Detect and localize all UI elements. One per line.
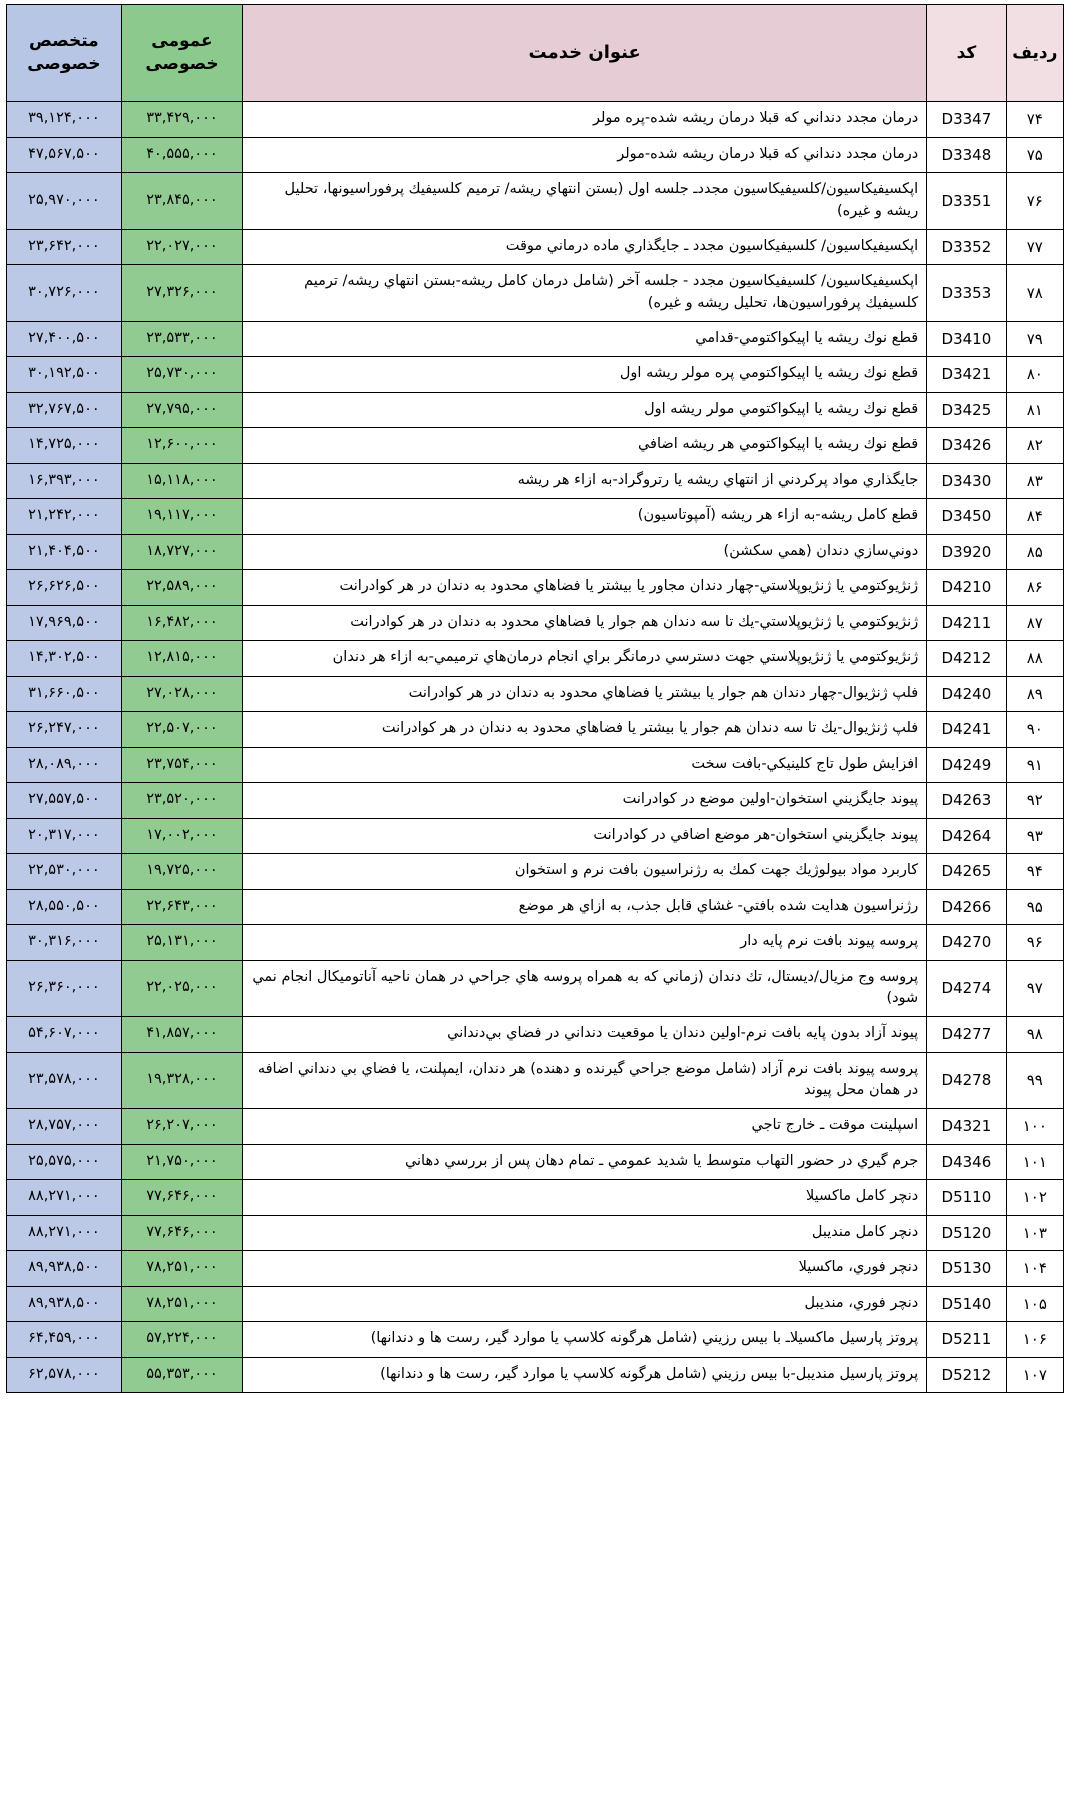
cell-specialist-private-price: ۱۶,۳۹۳,۰۰۰ bbox=[7, 463, 122, 499]
cell-radif: ۱۰۷ bbox=[1006, 1357, 1063, 1393]
table-row bbox=[7, 605, 1064, 641]
cell-radif: ۹۹ bbox=[1006, 1052, 1063, 1109]
cell-specialist-private-price: ۱۴,۷۲۵,۰۰۰ bbox=[7, 428, 122, 464]
cell-specialist-private-price: ۲۰,۳۱۷,۰۰۰ bbox=[7, 818, 122, 854]
cell-general-private-price: ۷۷,۶۴۶,۰۰۰ bbox=[121, 1215, 242, 1251]
cell-specialist-private-price: ۲۱,۲۴۲,۰۰۰ bbox=[7, 499, 122, 535]
cell-general-private-price: ۱۵,۱۱۸,۰۰۰ bbox=[121, 463, 242, 499]
table-row bbox=[7, 1144, 1064, 1180]
cell-radif: ۹۱ bbox=[1006, 747, 1063, 783]
cell-general-private-price: ۵۵,۳۵۳,۰۰۰ bbox=[121, 1357, 242, 1393]
cell-radif: ۹۵ bbox=[1006, 889, 1063, 925]
cell-specialist-private-price: ۲۵,۵۷۵,۰۰۰ bbox=[7, 1144, 122, 1180]
cell-service-title: ژنژيوكتومي يا ژنژيوپلاستي-چهار دندان مجاور يا بيشتر يا فضاهاي محدود به دندان در هر كوادرانت bbox=[243, 570, 927, 606]
cell-code: D4210 bbox=[927, 570, 1006, 606]
cell-general-private-price: ۱۹,۷۲۵,۰۰۰ bbox=[121, 854, 242, 890]
table-row bbox=[7, 925, 1064, 961]
cell-code: D4274 bbox=[927, 960, 1006, 1017]
cell-radif: ۸۴ bbox=[1006, 499, 1063, 535]
column-header-code: کد bbox=[927, 5, 1006, 102]
cell-code: D5130 bbox=[927, 1251, 1006, 1287]
cell-service-title: جرم گيري در حضور التهاب متوسط يا شديد عمومي ـ تمام دهان پس از بررسي دهاني bbox=[243, 1144, 927, 1180]
cell-general-private-price: ۲۲,۵۰۷,۰۰۰ bbox=[121, 712, 242, 748]
cell-service-title: قطع نوك ريشه يا اپيكواكتومي پره مولر ريشه اول bbox=[243, 357, 927, 393]
cell-radif: ۸۹ bbox=[1006, 676, 1063, 712]
dental-tariff-table bbox=[6, 4, 1064, 1393]
cell-general-private-price: ۲۷,۳۲۶,۰۰۰ bbox=[121, 265, 242, 322]
table-row bbox=[7, 173, 1064, 230]
cell-service-title: دنچر كامل ماكسيلا bbox=[243, 1180, 927, 1216]
cell-code: D4346 bbox=[927, 1144, 1006, 1180]
cell-radif: ۸۱ bbox=[1006, 392, 1063, 428]
table-row bbox=[7, 102, 1064, 138]
cell-radif: ۹۷ bbox=[1006, 960, 1063, 1017]
table-row bbox=[7, 428, 1064, 464]
table-row bbox=[7, 357, 1064, 393]
cell-service-title: كاربرد مواد بيولوژيك جهت كمك به رژنراسيون بافت نرم و استخوان bbox=[243, 854, 927, 890]
cell-specialist-private-price: ۸۹,۹۳۸,۵۰۰ bbox=[7, 1286, 122, 1322]
cell-general-private-price: ۴۱,۸۵۷,۰۰۰ bbox=[121, 1017, 242, 1053]
column-header-general-private bbox=[121, 5, 242, 102]
table-row bbox=[7, 1052, 1064, 1109]
cell-code: D5212 bbox=[927, 1357, 1006, 1393]
table-row bbox=[7, 641, 1064, 677]
cell-service-title: پيوند جايگزيني استخوان-هر موضع اضافي در كوادرانت bbox=[243, 818, 927, 854]
column-header-radif: ردیف bbox=[1006, 5, 1063, 102]
cell-service-title: درمان مجدد دنداني كه قبلا درمان ريشه شده-پره مولر bbox=[243, 102, 927, 138]
cell-radif: ۸۰ bbox=[1006, 357, 1063, 393]
cell-code: D3920 bbox=[927, 534, 1006, 570]
cell-code: D3347 bbox=[927, 102, 1006, 138]
cell-specialist-private-price: ۳۱,۶۶۰,۵۰۰ bbox=[7, 676, 122, 712]
cell-specialist-private-price: ۲۳,۵۷۸,۰۰۰ bbox=[7, 1052, 122, 1109]
cell-general-private-price: ۲۲,۶۴۳,۰۰۰ bbox=[121, 889, 242, 925]
cell-code: D4240 bbox=[927, 676, 1006, 712]
cell-service-title: قطع نوك ريشه يا اپيكواكتومي هر ريشه اضافي bbox=[243, 428, 927, 464]
cell-code: D3352 bbox=[927, 229, 1006, 265]
cell-service-title: اسپلينت موقت ـ خارج تاجي bbox=[243, 1109, 927, 1145]
cell-specialist-private-price: ۱۷,۹۶۹,۵۰۰ bbox=[7, 605, 122, 641]
cell-code: D5140 bbox=[927, 1286, 1006, 1322]
cell-specialist-private-price: ۲۸,۵۵۰,۵۰۰ bbox=[7, 889, 122, 925]
cell-code: D4266 bbox=[927, 889, 1006, 925]
cell-code: D3450 bbox=[927, 499, 1006, 535]
table-row bbox=[7, 1322, 1064, 1358]
table-row bbox=[7, 570, 1064, 606]
cell-general-private-price: ۱۲,۶۰۰,۰۰۰ bbox=[121, 428, 242, 464]
table-row bbox=[7, 818, 1064, 854]
cell-code: D5120 bbox=[927, 1215, 1006, 1251]
cell-general-private-price: ۲۷,۰۲۸,۰۰۰ bbox=[121, 676, 242, 712]
cell-radif: ۷۵ bbox=[1006, 137, 1063, 173]
column-header-specialist-private bbox=[7, 5, 122, 102]
cell-specialist-private-price: ۲۵,۹۷۰,۰۰۰ bbox=[7, 173, 122, 230]
cell-code: D5211 bbox=[927, 1322, 1006, 1358]
cell-radif: ۷۹ bbox=[1006, 321, 1063, 357]
cell-specialist-private-price: ۲۶,۳۶۰,۰۰۰ bbox=[7, 960, 122, 1017]
table-row bbox=[7, 747, 1064, 783]
cell-specialist-private-price: ۸۸,۲۷۱,۰۰۰ bbox=[7, 1215, 122, 1251]
cell-specialist-private-price: ۱۴,۳۰۲,۵۰۰ bbox=[7, 641, 122, 677]
cell-general-private-price: ۲۳,۵۳۳,۰۰۰ bbox=[121, 321, 242, 357]
cell-code: D4265 bbox=[927, 854, 1006, 890]
cell-code: D3426 bbox=[927, 428, 1006, 464]
cell-service-title: قطع كامل ريشه-به ازاء هر ريشه (آمپوتاسيون) bbox=[243, 499, 927, 535]
cell-radif: ۱۰۶ bbox=[1006, 1322, 1063, 1358]
table-header bbox=[7, 5, 1064, 102]
cell-service-title: اپكسيفيكاسيون/كلسيفيكاسيون مجددـ جلسه اول (بستن انتهاي ريشه/ ترميم كلسيفيك پرفوراسيونها، تحليل ريشه و غيره) bbox=[243, 173, 927, 230]
cell-service-title: پيوند جايگزيني استخوان-اولين موضع در كوادرانت bbox=[243, 783, 927, 819]
cell-general-private-price: ۳۳,۴۲۹,۰۰۰ bbox=[121, 102, 242, 138]
column-header-specialist-private-line2: خصوصی bbox=[27, 54, 101, 74]
cell-service-title: درمان مجدد دنداني كه قبلا درمان ريشه شده-مولر bbox=[243, 137, 927, 173]
cell-service-title: فلپ ژنژيوال-يك تا سه دندان هم جوار يا بيشتر يا فضاهاي محدود به دندان در هر كوادرانت bbox=[243, 712, 927, 748]
cell-specialist-private-price: ۲۲,۵۳۰,۰۰۰ bbox=[7, 854, 122, 890]
cell-service-title: دنچر كامل منديبل bbox=[243, 1215, 927, 1251]
cell-service-title: دنچر فوري، منديبل bbox=[243, 1286, 927, 1322]
cell-radif: ۸۲ bbox=[1006, 428, 1063, 464]
cell-code: D4278 bbox=[927, 1052, 1006, 1109]
cell-code: D5110 bbox=[927, 1180, 1006, 1216]
cell-specialist-private-price: ۸۹,۹۳۸,۵۰۰ bbox=[7, 1251, 122, 1287]
cell-general-private-price: ۱۹,۱۱۷,۰۰۰ bbox=[121, 499, 242, 535]
cell-service-title: دوني‌سازي دندان (همي سكشن) bbox=[243, 534, 927, 570]
cell-general-private-price: ۲۶,۲۰۷,۰۰۰ bbox=[121, 1109, 242, 1145]
cell-service-title: اپكسيفيكاسيون/ كلسيفيكاسيون مجدد ـ جايگذاري ماده درماني موقت bbox=[243, 229, 927, 265]
cell-specialist-private-price: ۳۹,۱۲۴,۰۰۰ bbox=[7, 102, 122, 138]
table-body bbox=[7, 102, 1064, 1393]
cell-radif: ۹۳ bbox=[1006, 818, 1063, 854]
cell-specialist-private-price: ۳۲,۷۶۷,۵۰۰ bbox=[7, 392, 122, 428]
cell-general-private-price: ۲۳,۸۴۵,۰۰۰ bbox=[121, 173, 242, 230]
cell-code: D3353 bbox=[927, 265, 1006, 322]
cell-code: D3425 bbox=[927, 392, 1006, 428]
table-row bbox=[7, 854, 1064, 890]
cell-general-private-price: ۷۸,۲۵۱,۰۰۰ bbox=[121, 1251, 242, 1287]
cell-specialist-private-price: ۸۸,۲۷۱,۰۰۰ bbox=[7, 1180, 122, 1216]
cell-general-private-price: ۱۸,۷۲۷,۰۰۰ bbox=[121, 534, 242, 570]
cell-service-title: افزايش طول تاج كلينيكي-بافت سخت bbox=[243, 747, 927, 783]
cell-code: D3421 bbox=[927, 357, 1006, 393]
cell-specialist-private-price: ۲۷,۵۵۷,۵۰۰ bbox=[7, 783, 122, 819]
cell-specialist-private-price: ۲۶,۶۲۶,۵۰۰ bbox=[7, 570, 122, 606]
cell-specialist-private-price: ۳۰,۷۲۶,۰۰۰ bbox=[7, 265, 122, 322]
cell-specialist-private-price: ۲۳,۶۴۲,۰۰۰ bbox=[7, 229, 122, 265]
table-row bbox=[7, 676, 1064, 712]
header-row bbox=[7, 5, 1064, 102]
table-row bbox=[7, 392, 1064, 428]
cell-specialist-private-price: ۲۱,۴۰۴,۵۰۰ bbox=[7, 534, 122, 570]
cell-service-title: ژنژيوكتومي يا ژنژيوپلاستي جهت دسترسي درمانگر براي انجام درمان‌هاي ترميمي-به ازاء هر دندان bbox=[243, 641, 927, 677]
column-header-service-title: عنوان خدمت bbox=[243, 5, 927, 102]
cell-radif: ۱۰۴ bbox=[1006, 1251, 1063, 1287]
cell-general-private-price: ۷۷,۶۴۶,۰۰۰ bbox=[121, 1180, 242, 1216]
table-row bbox=[7, 1251, 1064, 1287]
cell-service-title: پروتز پارسيل ماكسيلاـ با بيس رزيني (شامل هرگونه كلاسپ يا موارد گير، رست ها و دندانها) bbox=[243, 1322, 927, 1358]
table-row bbox=[7, 712, 1064, 748]
cell-radif: ۷۴ bbox=[1006, 102, 1063, 138]
cell-radif: ۱۰۵ bbox=[1006, 1286, 1063, 1322]
cell-specialist-private-price: ۲۸,۷۵۷,۰۰۰ bbox=[7, 1109, 122, 1145]
table-row bbox=[7, 534, 1064, 570]
cell-general-private-price: ۲۱,۷۵۰,۰۰۰ bbox=[121, 1144, 242, 1180]
cell-code: D4270 bbox=[927, 925, 1006, 961]
cell-service-title: قطع نوك ريشه يا اپيكواكتومي-قدامي bbox=[243, 321, 927, 357]
cell-general-private-price: ۷۸,۲۵۱,۰۰۰ bbox=[121, 1286, 242, 1322]
cell-code: D3430 bbox=[927, 463, 1006, 499]
cell-specialist-private-price: ۲۶,۲۴۷,۰۰۰ bbox=[7, 712, 122, 748]
cell-radif: ۹۸ bbox=[1006, 1017, 1063, 1053]
table-row bbox=[7, 1180, 1064, 1216]
cell-general-private-price: ۵۷,۲۲۴,۰۰۰ bbox=[121, 1322, 242, 1358]
cell-specialist-private-price: ۵۴,۶۰۷,۰۰۰ bbox=[7, 1017, 122, 1053]
cell-general-private-price: ۱۲,۸۱۵,۰۰۰ bbox=[121, 641, 242, 677]
cell-general-private-price: ۲۳,۵۲۰,۰۰۰ bbox=[121, 783, 242, 819]
cell-radif: ۷۶ bbox=[1006, 173, 1063, 230]
cell-specialist-private-price: ۲۷,۴۰۰,۵۰۰ bbox=[7, 321, 122, 357]
cell-code: D4211 bbox=[927, 605, 1006, 641]
cell-general-private-price: ۱۶,۴۸۲,۰۰۰ bbox=[121, 605, 242, 641]
table-row bbox=[7, 783, 1064, 819]
cell-code: D4249 bbox=[927, 747, 1006, 783]
cell-code: D4263 bbox=[927, 783, 1006, 819]
cell-radif: ۱۰۳ bbox=[1006, 1215, 1063, 1251]
cell-service-title: پروتز پارسيل منديبل-با بيس رزيني (شامل هرگونه كلاسپ يا موارد گير، رست ها و دندانها) bbox=[243, 1357, 927, 1393]
cell-service-title: پروسه وج مزيال/ديستال، تك دندان (زماني كه به همراه پروسه هاي جراحي در همان ناحيه آناتوميكال انجام نمي شود) bbox=[243, 960, 927, 1017]
cell-general-private-price: ۲۵,۱۳۱,۰۰۰ bbox=[121, 925, 242, 961]
table-row bbox=[7, 1286, 1064, 1322]
column-header-general-private-line1: عمومی bbox=[151, 31, 213, 52]
cell-service-title: قطع نوك ريشه يا اپيكواكتومي مولر ريشه اول bbox=[243, 392, 927, 428]
cell-specialist-private-price: ۳۰,۳۱۶,۰۰۰ bbox=[7, 925, 122, 961]
cell-code: D3348 bbox=[927, 137, 1006, 173]
table-row bbox=[7, 889, 1064, 925]
cell-radif: ۱۰۰ bbox=[1006, 1109, 1063, 1145]
table-row bbox=[7, 321, 1064, 357]
cell-general-private-price: ۲۲,۵۸۹,۰۰۰ bbox=[121, 570, 242, 606]
cell-radif: ۱۰۲ bbox=[1006, 1180, 1063, 1216]
cell-radif: ۷۷ bbox=[1006, 229, 1063, 265]
table-row bbox=[7, 1357, 1064, 1393]
cell-general-private-price: ۱۹,۳۲۸,۰۰۰ bbox=[121, 1052, 242, 1109]
cell-service-title: پيوند آزاد بدون پايه بافت نرم-اولين دندان يا موقعيت دنداني در فضاي بي‌دنداني bbox=[243, 1017, 927, 1053]
cell-general-private-price: ۲۵,۷۳۰,۰۰۰ bbox=[121, 357, 242, 393]
cell-radif: ۹۶ bbox=[1006, 925, 1063, 961]
cell-radif: ۸۳ bbox=[1006, 463, 1063, 499]
cell-service-title: پروسه پيوند بافت نرم پايه دار bbox=[243, 925, 927, 961]
table-row bbox=[7, 1215, 1064, 1251]
cell-radif: ۸۶ bbox=[1006, 570, 1063, 606]
cell-general-private-price: ۲۷,۷۹۵,۰۰۰ bbox=[121, 392, 242, 428]
cell-general-private-price: ۴۰,۵۵۵,۰۰۰ bbox=[121, 137, 242, 173]
cell-radif: ۷۸ bbox=[1006, 265, 1063, 322]
cell-code: D3410 bbox=[927, 321, 1006, 357]
cell-service-title: رژنراسيون هدايت شده بافتي- غشاي قابل جذب، به ازاي هر موضع bbox=[243, 889, 927, 925]
table-row bbox=[7, 229, 1064, 265]
cell-code: D4321 bbox=[927, 1109, 1006, 1145]
table-row bbox=[7, 499, 1064, 535]
table-row bbox=[7, 1017, 1064, 1053]
cell-specialist-private-price: ۶۴,۴۵۹,۰۰۰ bbox=[7, 1322, 122, 1358]
cell-code: D3351 bbox=[927, 173, 1006, 230]
cell-service-title: دنچر فوري، ماكسيلا bbox=[243, 1251, 927, 1287]
cell-service-title: ژنژيوكتومي يا ژنژيوپلاستي-يك تا سه دندان هم جوار يا فضاهاي محدود به دندان در هر كوادرانت bbox=[243, 605, 927, 641]
cell-service-title: اپكسيفيكاسيون/ كلسيفيكاسيون مجدد - جلسه آخر (شامل درمان كامل ريشه-بستن انتهاي ريشه/ ترميم كلسيفيك پرفوراسيون‌ها، تحليل ريشه و غيره) bbox=[243, 265, 927, 322]
cell-general-private-price: ۲۲,۰۲۷,۰۰۰ bbox=[121, 229, 242, 265]
cell-code: D4212 bbox=[927, 641, 1006, 677]
cell-service-title: جايگذاري مواد پركردني از انتهاي ريشه يا رتروگراد-به ازاء هر ريشه bbox=[243, 463, 927, 499]
cell-specialist-private-price: ۶۲,۵۷۸,۰۰۰ bbox=[7, 1357, 122, 1393]
cell-radif: ۸۷ bbox=[1006, 605, 1063, 641]
cell-radif: ۹۰ bbox=[1006, 712, 1063, 748]
column-header-specialist-private-line1: متخصص bbox=[29, 31, 99, 52]
cell-general-private-price: ۱۷,۰۰۲,۰۰۰ bbox=[121, 818, 242, 854]
cell-radif: ۹۲ bbox=[1006, 783, 1063, 819]
cell-radif: ۸۸ bbox=[1006, 641, 1063, 677]
cell-general-private-price: ۲۳,۷۵۴,۰۰۰ bbox=[121, 747, 242, 783]
cell-service-title: پروسه پيوند بافت نرم آزاد (شامل موضع جراحي گيرنده و دهنده) هر دندان، ايمپلنت، يا فضاي بي دنداني اضافه در همان محل پيوند bbox=[243, 1052, 927, 1109]
cell-specialist-private-price: ۳۰,۱۹۲,۵۰۰ bbox=[7, 357, 122, 393]
cell-specialist-private-price: ۴۷,۵۶۷,۵۰۰ bbox=[7, 137, 122, 173]
table-row bbox=[7, 1109, 1064, 1145]
cell-specialist-private-price: ۲۸,۰۸۹,۰۰۰ bbox=[7, 747, 122, 783]
table-row bbox=[7, 265, 1064, 322]
cell-service-title: فلپ ژنژيوال-چهار دندان هم جوار يا بيشتر يا فضاهاي محدود به دندان در هر كوادرانت bbox=[243, 676, 927, 712]
table-row bbox=[7, 463, 1064, 499]
cell-code: D4277 bbox=[927, 1017, 1006, 1053]
cell-code: D4241 bbox=[927, 712, 1006, 748]
table-row bbox=[7, 137, 1064, 173]
cell-radif: ۹۴ bbox=[1006, 854, 1063, 890]
cell-general-private-price: ۲۲,۰۲۵,۰۰۰ bbox=[121, 960, 242, 1017]
cell-radif: ۱۰۱ bbox=[1006, 1144, 1063, 1180]
column-header-general-private-line2: خصوصی bbox=[145, 54, 219, 74]
cell-radif: ۸۵ bbox=[1006, 534, 1063, 570]
cell-code: D4264 bbox=[927, 818, 1006, 854]
table-row bbox=[7, 960, 1064, 1017]
